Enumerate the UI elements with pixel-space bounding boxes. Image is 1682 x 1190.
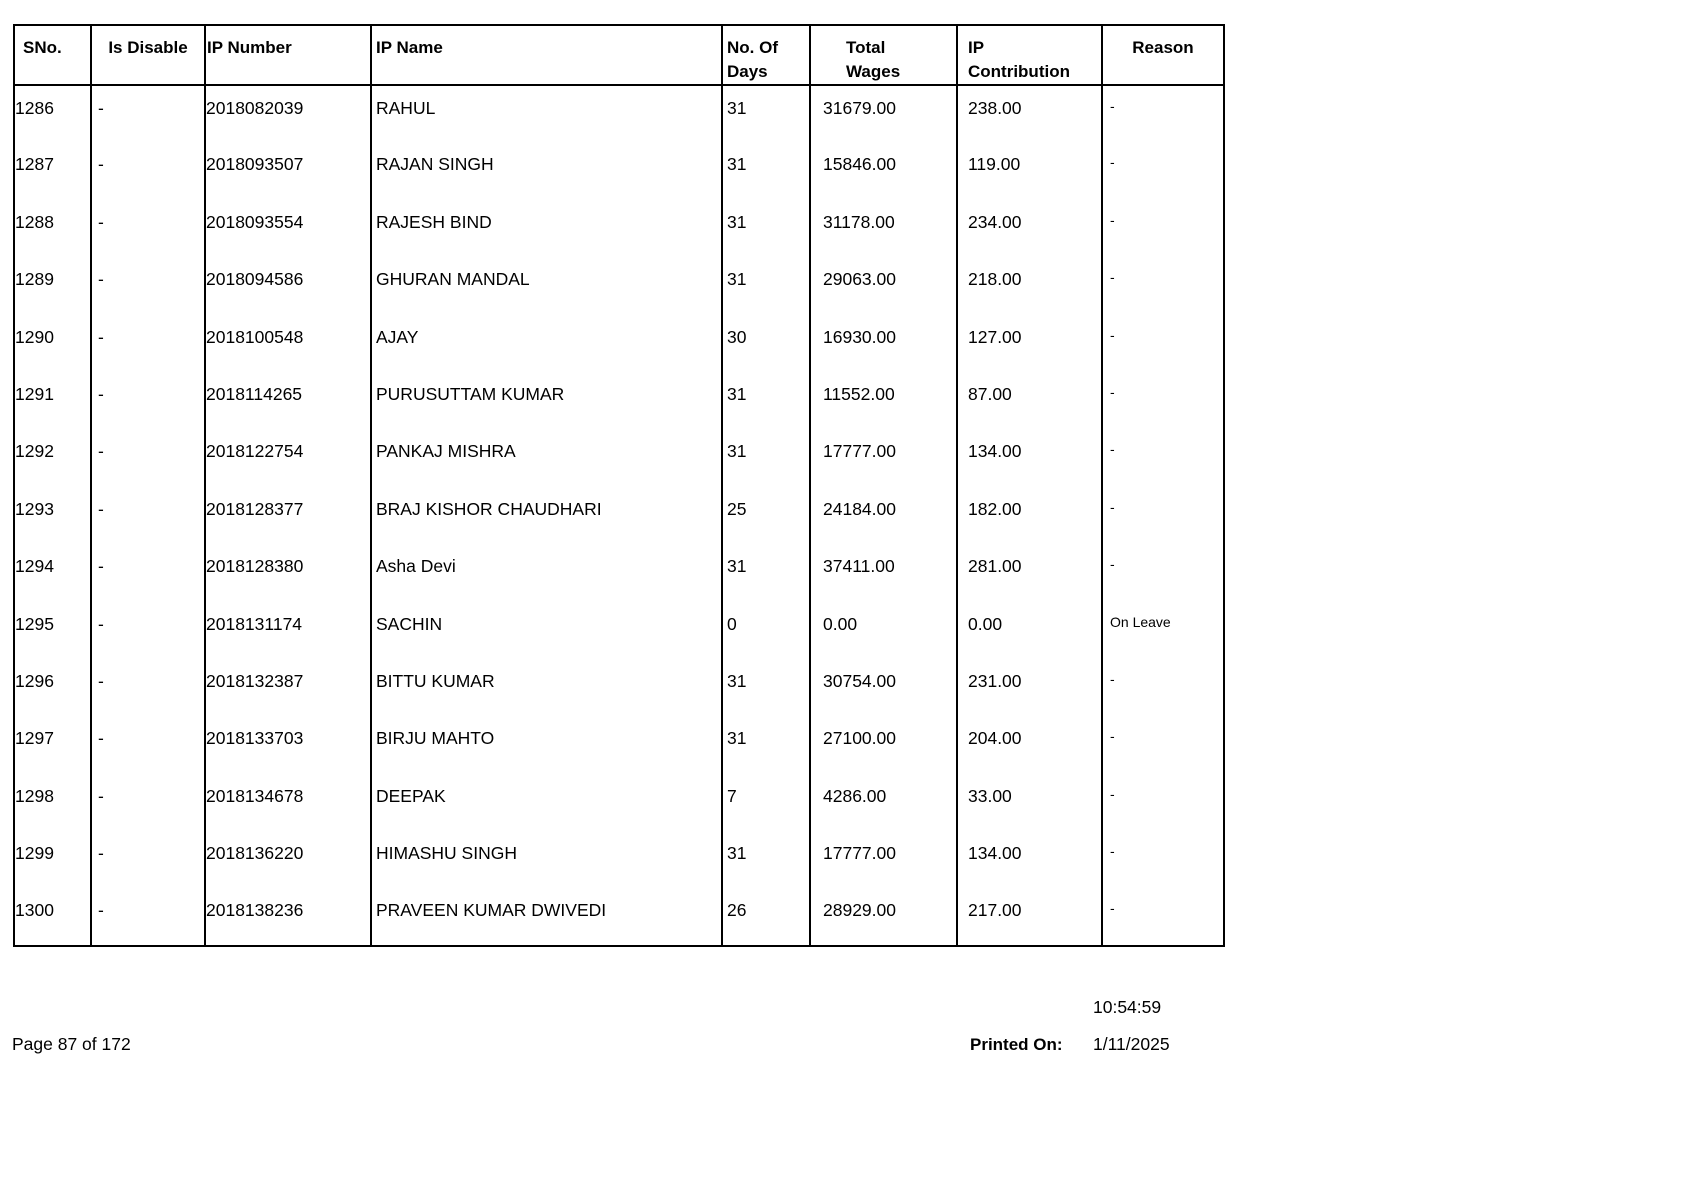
cell-total-wages: 30754.00 — [810, 659, 957, 716]
cell-ip-contribution: 231.00 — [957, 659, 1102, 716]
cell-total-wages: 15846.00 — [810, 142, 957, 199]
table-row — [14, 85, 1224, 142]
cell-no-of-days: 30 — [722, 315, 810, 372]
table-row — [14, 774, 1224, 831]
cell-total-wages: 37411.00 — [810, 544, 957, 601]
cell-total-wages: 11552.00 — [810, 372, 957, 429]
header-ip-contribution: IP Contribution — [957, 25, 1102, 85]
printed-on-label: Printed On: — [970, 1035, 1063, 1054]
table-row — [14, 372, 1224, 429]
cell-is-disable: - — [91, 888, 205, 945]
cell-ip-name: RAHUL — [371, 85, 722, 142]
cell-ip-contribution: 238.00 — [957, 85, 1102, 142]
cell-total-wages: 17777.00 — [810, 831, 957, 888]
cell-total-wages: 0.00 — [810, 602, 957, 659]
cell-reason: - — [1102, 544, 1224, 601]
cell-sno: 1286 — [14, 85, 91, 142]
cell-reason: - — [1102, 888, 1224, 945]
header-ip-number: IP Number — [205, 25, 371, 85]
cell-no-of-days: 31 — [722, 372, 810, 429]
cell-ip-contribution: 218.00 — [957, 257, 1102, 314]
cell-ip-contribution: 281.00 — [957, 544, 1102, 601]
cell-ip-contribution: 234.00 — [957, 200, 1102, 257]
cell-total-wages: 4286.00 — [810, 774, 957, 831]
cell-reason: - — [1102, 142, 1224, 199]
cell-ip-name: PRAVEEN KUMAR DWIVEDI — [371, 888, 722, 945]
cell-is-disable: - — [91, 257, 205, 314]
cell-total-wages: 31679.00 — [810, 85, 957, 142]
cell-is-disable: - — [91, 544, 205, 601]
cell-is-disable: - — [91, 429, 205, 486]
cell-sno: 1287 — [14, 142, 91, 199]
cell-is-disable: - — [91, 487, 205, 544]
cell-ip-contribution: 134.00 — [957, 429, 1102, 486]
cell-ip-name: HIMASHU SINGH — [371, 831, 722, 888]
cell-total-wages: 17777.00 — [810, 429, 957, 486]
cell-is-disable: - — [91, 602, 205, 659]
contribution-table — [13, 24, 1225, 947]
cell-sno: 1300 — [14, 888, 91, 945]
cell-ip-number: 2018138236 — [205, 888, 371, 945]
cell-ip-contribution: 33.00 — [957, 774, 1102, 831]
cell-ip-contribution: 127.00 — [957, 315, 1102, 372]
cell-sno: 1298 — [14, 774, 91, 831]
cell-reason: - — [1102, 85, 1224, 142]
header-is-disable: Is Disable — [91, 25, 205, 85]
header-total-wages: Total Wages — [810, 25, 957, 85]
cell-is-disable: - — [91, 142, 205, 199]
table-row — [14, 142, 1224, 199]
cell-sno: 1295 — [14, 602, 91, 659]
cell-is-disable: - — [91, 659, 205, 716]
cell-ip-number: 2018122754 — [205, 429, 371, 486]
cell-ip-contribution: 204.00 — [957, 716, 1102, 773]
cell-ip-number: 2018094586 — [205, 257, 371, 314]
cell-ip-number: 2018093554 — [205, 200, 371, 257]
table-row — [14, 487, 1224, 544]
cell-no-of-days: 31 — [722, 831, 810, 888]
cell-ip-number: 2018132387 — [205, 659, 371, 716]
cell-ip-name: BRAJ KISHOR CHAUDHARI — [371, 487, 722, 544]
table-row — [14, 544, 1224, 601]
cell-total-wages: 27100.00 — [810, 716, 957, 773]
cell-reason: - — [1102, 200, 1224, 257]
cell-reason: - — [1102, 831, 1224, 888]
table-row — [14, 200, 1224, 257]
table-row — [14, 257, 1224, 314]
cell-ip-contribution: 0.00 — [957, 602, 1102, 659]
cell-ip-number: 2018128377 — [205, 487, 371, 544]
cell-ip-contribution: 134.00 — [957, 831, 1102, 888]
cell-ip-name: RAJESH BIND — [371, 200, 722, 257]
cell-is-disable: - — [91, 200, 205, 257]
cell-ip-number: 2018082039 — [205, 85, 371, 142]
table-row — [14, 602, 1224, 659]
cell-is-disable: - — [91, 716, 205, 773]
cell-ip-number: 2018100548 — [205, 315, 371, 372]
table-row — [14, 429, 1224, 486]
printed-time: 10:54:59 — [1093, 997, 1162, 1017]
cell-reason: - — [1102, 774, 1224, 831]
cell-sno: 1292 — [14, 429, 91, 486]
cell-sno: 1293 — [14, 487, 91, 544]
header-sno: SNo. — [14, 25, 91, 85]
cell-ip-name: RAJAN SINGH — [371, 142, 722, 199]
cell-no-of-days: 25 — [722, 487, 810, 544]
cell-sno: 1299 — [14, 831, 91, 888]
cell-no-of-days: 26 — [722, 888, 810, 945]
cell-ip-name: PANKAJ MISHRA — [371, 429, 722, 486]
cell-reason: - — [1102, 716, 1224, 773]
cell-no-of-days: 31 — [722, 544, 810, 601]
cell-ip-number: 2018136220 — [205, 831, 371, 888]
cell-ip-number: 2018133703 — [205, 716, 371, 773]
cell-ip-name: PURUSUTTAM KUMAR — [371, 372, 722, 429]
cell-is-disable: - — [91, 85, 205, 142]
cell-total-wages: 24184.00 — [810, 487, 957, 544]
table-header-row — [14, 25, 1224, 85]
cell-ip-name: Asha Devi — [371, 544, 722, 601]
cell-ip-contribution: 217.00 — [957, 888, 1102, 945]
cell-reason: - — [1102, 315, 1224, 372]
printed-date: 1/11/2025 — [1093, 1034, 1170, 1054]
cell-no-of-days: 31 — [722, 85, 810, 142]
cell-reason: On Leave — [1102, 602, 1224, 659]
cell-no-of-days: 7 — [722, 774, 810, 831]
table-row — [14, 716, 1224, 773]
cell-reason: - — [1102, 659, 1224, 716]
cell-ip-contribution: 119.00 — [957, 142, 1102, 199]
cell-is-disable: - — [91, 831, 205, 888]
cell-total-wages: 31178.00 — [810, 200, 957, 257]
cell-no-of-days: 31 — [722, 257, 810, 314]
cell-ip-name: GHURAN MANDAL — [371, 257, 722, 314]
cell-ip-number: 2018128380 — [205, 544, 371, 601]
cell-sno: 1294 — [14, 544, 91, 601]
cell-sno: 1288 — [14, 200, 91, 257]
cell-no-of-days: 0 — [722, 602, 810, 659]
table-row — [14, 659, 1224, 716]
cell-no-of-days: 31 — [722, 429, 810, 486]
cell-no-of-days: 31 — [722, 716, 810, 773]
cell-is-disable: - — [91, 372, 205, 429]
cell-ip-name: AJAY — [371, 315, 722, 372]
cell-sno: 1290 — [14, 315, 91, 372]
cell-ip-name: BIRJU MAHTO — [371, 716, 722, 773]
cell-ip-name: DEEPAK — [371, 774, 722, 831]
cell-sno: 1296 — [14, 659, 91, 716]
report-sheet — [13, 24, 1225, 947]
cell-ip-number: 2018131174 — [205, 602, 371, 659]
cell-total-wages: 28929.00 — [810, 888, 957, 945]
table-row — [14, 831, 1224, 888]
cell-ip-name: SACHIN — [371, 602, 722, 659]
cell-ip-name: BITTU KUMAR — [371, 659, 722, 716]
cell-reason: - — [1102, 487, 1224, 544]
cell-no-of-days: 31 — [722, 142, 810, 199]
cell-ip-number: 2018114265 — [205, 372, 371, 429]
cell-reason: - — [1102, 372, 1224, 429]
page-number: Page 87 of 172 — [12, 1034, 131, 1054]
cell-sno: 1289 — [14, 257, 91, 314]
cell-is-disable: - — [91, 315, 205, 372]
cell-ip-contribution: 87.00 — [957, 372, 1102, 429]
cell-no-of-days: 31 — [722, 200, 810, 257]
cell-sno: 1297 — [14, 716, 91, 773]
cell-reason: - — [1102, 429, 1224, 486]
header-ip-name: IP Name — [371, 25, 722, 85]
cell-ip-number: 2018134678 — [205, 774, 371, 831]
cell-total-wages: 29063.00 — [810, 257, 957, 314]
cell-total-wages: 16930.00 — [810, 315, 957, 372]
cell-no-of-days: 31 — [722, 659, 810, 716]
cell-sno: 1291 — [14, 372, 91, 429]
table-row — [14, 888, 1224, 945]
cell-reason: - — [1102, 257, 1224, 314]
cell-ip-contribution: 182.00 — [957, 487, 1102, 544]
cell-ip-number: 2018093507 — [205, 142, 371, 199]
header-no-of-days: No. Of Days — [722, 25, 810, 85]
header-reason: Reason — [1102, 25, 1224, 85]
table-body — [14, 85, 1224, 946]
cell-is-disable: - — [91, 774, 205, 831]
table-row — [14, 315, 1224, 372]
